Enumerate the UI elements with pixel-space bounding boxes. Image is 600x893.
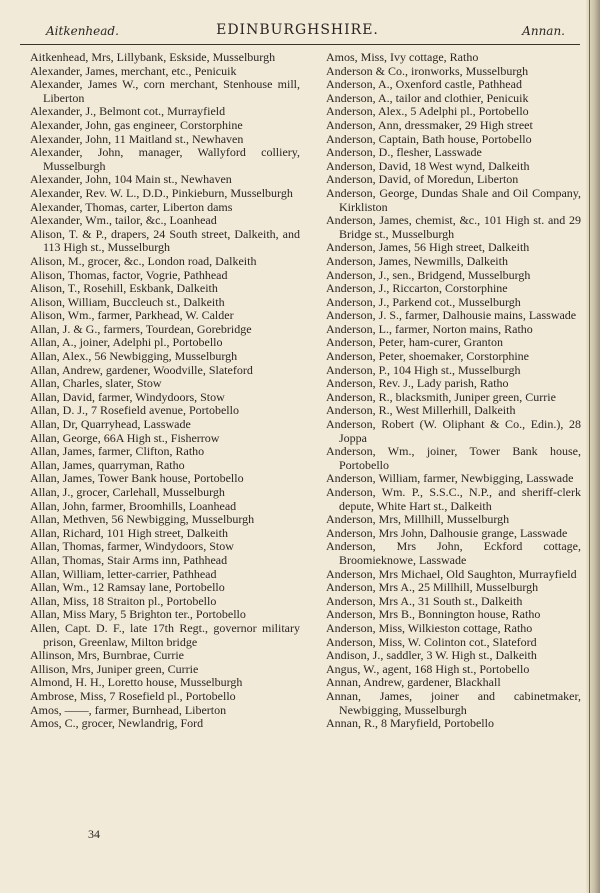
directory-entry: Anderson, Ann, dressmaker, 29 High street bbox=[326, 117, 533, 132]
directory-entry: Anderson & Co., ironworks, Musselburgh bbox=[326, 63, 529, 78]
directory-entry: Alexander, John, 104 Main st., Newhaven bbox=[30, 172, 232, 187]
directory-entry: Anderson, Mrs B., Bonnington house, Ratho bbox=[326, 607, 541, 622]
directory-entry: Alexander, John, 11 Maitland st., Newhaven bbox=[30, 131, 244, 146]
directory-entry: Allinson, Mrs, Burnbrae, Currie bbox=[30, 648, 184, 663]
directory-entry: Alexander, John, manager, Wallyford colliery, Musselburgh bbox=[30, 145, 300, 173]
directory-entry: Allan, Thomas, farmer, Windydoors, Stow bbox=[30, 539, 234, 554]
directory-entry: Anderson, Wm. P., S.S.C., N.P., and sheriff-clerk depute, White Hart st., Dalkeith bbox=[326, 485, 581, 513]
directory-entry: Anderson, Mrs, Millhill, Musselburgh bbox=[326, 512, 510, 527]
directory-entry: Allison, Mrs, Juniper green, Currie bbox=[30, 661, 199, 676]
directory-entry: Anderson, Captain, Bath house, Portobello bbox=[326, 131, 532, 146]
directory-entry: Anderson, Peter, shoemaker, Corstorphine bbox=[326, 349, 529, 364]
directory-entry: Anderson, Robert (W. Oliphant & Co., Edin.), 28 Joppa bbox=[326, 417, 581, 445]
directory-entry: Anderson, George, Dundas Shale and Oil Company, Kirkliston bbox=[326, 185, 581, 214]
directory-entry: Anderson, P., 104 High st., Musselburgh bbox=[326, 362, 521, 377]
directory-entry: Anderson, David, of Moredun, Liberton bbox=[326, 172, 519, 187]
directory-entry: Anderson, Mrs A., 25 Millhill, Musselburgh bbox=[326, 580, 539, 595]
directory-entry: Anderson, David, 18 West wynd, Dalkeith bbox=[326, 158, 530, 173]
directory-entry: Alexander, J., Belmont cot., Murrayfield bbox=[30, 104, 226, 119]
directory-entry: Anderson, J., Parkend cot., Musselburgh bbox=[326, 294, 521, 309]
directory-entry: Allan, Charles, slater, Stow bbox=[30, 376, 162, 391]
directory-entry: Allan, J., grocer, Carlehall, Musselburgh bbox=[30, 485, 225, 499]
directory-entry: Anderson, Mrs A., 31 South st., Dalkeith bbox=[326, 593, 523, 608]
directory-entry: Anderson, James, 56 High street, Dalkeith bbox=[326, 240, 530, 255]
directory-entry: Alison, T., Rosehill, Eskbank, Dalkeith bbox=[30, 281, 218, 296]
directory-entry: Amos, C., grocer, Newlandrig, Ford bbox=[30, 716, 204, 731]
directory-entry: Anderson, R., blacksmith, Juniper green, Currie bbox=[326, 389, 556, 404]
directory-entry: Anderson, Miss, Wilkieston cottage, Ratho bbox=[326, 620, 533, 635]
directory-entry: Angus, W., agent, 168 High st., Portobello bbox=[326, 661, 530, 676]
directory-entry: Alison, Thomas, factor, Vogrie, Pathhead bbox=[30, 267, 228, 282]
directory-entry: Anderson, James, Newmills, Dalkeith bbox=[326, 253, 508, 268]
directory-entry: Anderson, J., sen., Bridgend, Musselburgh bbox=[326, 267, 531, 282]
directory-entry: Amos, ——, farmer, Burnhead, Liberton bbox=[30, 702, 227, 717]
right-column bbox=[326, 51, 581, 731]
directory-entry: Anderson, Peter, ham-curer, Granton bbox=[326, 335, 503, 350]
directory-entry: Alexander, James, merchant, etc., Penicuik bbox=[30, 63, 237, 78]
directory-entry: Amos, Miss, Ivy cottage, Ratho bbox=[326, 50, 479, 64]
directory-entry: Anderson, Alex., 5 Adelphi pl., Portobello bbox=[326, 104, 529, 119]
directory-entry: Annan, R., 8 Maryfield, Portobello bbox=[326, 716, 494, 731]
directory-entry: Allen, Capt. D. F., late 17th Regt., governor military prison, Greenlaw, Milton bridge bbox=[30, 620, 300, 649]
directory-entry: Alexander, James W., corn merchant, Stenhouse mill, Liberton bbox=[30, 77, 300, 105]
spine-line bbox=[589, 0, 590, 893]
directory-entry: Anderson, Mrs Michael, Old Saughton, Murrayfield bbox=[326, 566, 577, 581]
directory-entry: Anderson, Wm., joiner, Tower Bank house, Portobello bbox=[326, 444, 581, 472]
directory-entry: Allan, A., joiner, Adelphi pl., Portobello bbox=[30, 335, 223, 350]
directory-entry: Ambrose, Miss, 7 Rosefield pl., Portobello bbox=[30, 688, 236, 703]
page-number: 34 bbox=[88, 827, 100, 841]
directory-entry: Anderson, J. S., farmer, Dalhousie mains, Lasswade bbox=[326, 308, 577, 323]
directory-entry: Alison, Wm., farmer, Parkhead, W. Calder bbox=[30, 308, 234, 323]
directory-entry: Allan, Alex., 56 Newbigging, Musselburgh bbox=[30, 349, 238, 364]
directory-entry: Allan, Thomas, Stair Arms inn, Pathhead bbox=[30, 552, 228, 567]
directory-entry: Anderson, L., farmer, Norton mains, Ratho bbox=[326, 321, 533, 336]
directory-entry: Alexander, Rev. W. L., D.D., Pinkieburn, Musselburgh bbox=[30, 185, 293, 200]
directory-entry: Allan, James, farmer, Clifton, Ratho bbox=[30, 444, 205, 459]
directory-entry: Allan, Andrew, gardener, Woodville, Slateford bbox=[30, 362, 253, 377]
directory-entry: Alexander, Thomas, carter, Liberton dams bbox=[30, 199, 233, 214]
directory-entry: Anderson, Miss, W. Colinton cot., Slateford bbox=[326, 634, 537, 649]
directory-entry: Allan, Wm., 12 Ramsay lane, Portobello bbox=[30, 580, 225, 595]
directory-entry: Anderson, Mrs John, Eckford cottage, Broomieknowe, Lasswade bbox=[326, 539, 581, 567]
directory-entry: Anderson, Rev. J., Lady parish, Ratho bbox=[326, 376, 509, 391]
directory-entry: Allan, James, Tower Bank house, Portobello bbox=[30, 471, 244, 486]
header-last-entry: Annan. bbox=[522, 24, 565, 38]
directory-entry: Allan, Miss Mary, 5 Brighton ter., Portobello bbox=[30, 607, 246, 622]
directory-entry: Alexander, Wm., tailor, &c., Loanhead bbox=[30, 213, 217, 228]
directory-entry: Almond, H. H., Loretto house, Musselburgh bbox=[30, 675, 243, 690]
directory-entry: Allan, George, 66A High st., Fisherrow bbox=[30, 430, 220, 445]
directory-entry: Annan, Andrew, gardener, Blackhall bbox=[326, 675, 501, 690]
directory-entry: Allan, Richard, 101 High street, Dalkeith bbox=[30, 525, 228, 540]
directory-entry: Anderson, J., Riccarton, Corstorphine bbox=[326, 281, 508, 296]
directory-entry: Allan, J. & G., farmers, Tourdean, Gorebridge bbox=[30, 321, 252, 336]
header-first-entry: Aitkenhead. bbox=[46, 24, 119, 38]
directory-entry: Annan, James, joiner and cabinetmaker, Newbigging, Musselburgh bbox=[326, 688, 581, 717]
directory-entry: Andison, J., saddler, 3 W. High st., Dalkeith bbox=[326, 648, 537, 663]
directory-entry: Allan, James, quarryman, Ratho bbox=[30, 457, 185, 472]
left-column bbox=[30, 51, 300, 731]
directory-entry: Aitkenhead, Mrs, Lillybank, Eskside, Musselburgh bbox=[30, 50, 276, 64]
directory-entry: Anderson, William, farmer, Newbigging, Lasswade bbox=[326, 471, 574, 486]
directory-entry: Allan, D. J., 7 Rosefield avenue, Portobello bbox=[30, 403, 239, 418]
directory-entry: Alison, T. & P., drapers, 24 South street, Dalkeith, and 113 High st., Musselburgh bbox=[30, 226, 300, 255]
header-county-title: EDINBURGHSHIRE. bbox=[216, 22, 379, 38]
directory-entry: Anderson, R., West Millerhill, Dalkeith bbox=[326, 403, 516, 418]
directory-entry: Anderson, A., Oxenford castle, Pathhead bbox=[326, 77, 522, 92]
directory-entry: Allan, David, farmer, Windydoors, Stow bbox=[30, 389, 225, 404]
directory-entry: Alison, William, Buccleuch st., Dalkeith bbox=[30, 294, 225, 309]
directory-entry: Allan, John, farmer, Broomhills, Loanhead bbox=[30, 498, 237, 513]
directory-entry: Allan, Methven, 56 Newbigging, Musselburgh bbox=[30, 512, 255, 527]
page-header bbox=[30, 22, 565, 42]
directory-entry: Anderson, Mrs John, Dalhousie grange, Lasswade bbox=[326, 525, 568, 540]
directory-entry: Anderson, D., flesher, Lasswade bbox=[326, 145, 482, 160]
directory-entry: Allan, Miss, 18 Straiton pl., Portobello bbox=[30, 593, 217, 608]
directory-entry: Allan, Dr, Quarryhead, Lasswade bbox=[30, 417, 191, 432]
directory-entry: Anderson, A., tailor and clothier, Penicuik bbox=[326, 90, 529, 105]
header-rule bbox=[20, 44, 580, 45]
directory-entry: Alison, M., grocer, &c., London road, Dalkeith bbox=[30, 253, 257, 268]
directory-entry: Alexander, John, gas engineer, Corstorphine bbox=[30, 117, 243, 132]
directory-entry: Allan, William, letter-carrier, Pathhead bbox=[30, 566, 217, 581]
directory-entry: Anderson, James, chemist, &c., 101 High st. and 29 Bridge st., Musselburgh bbox=[326, 213, 581, 241]
